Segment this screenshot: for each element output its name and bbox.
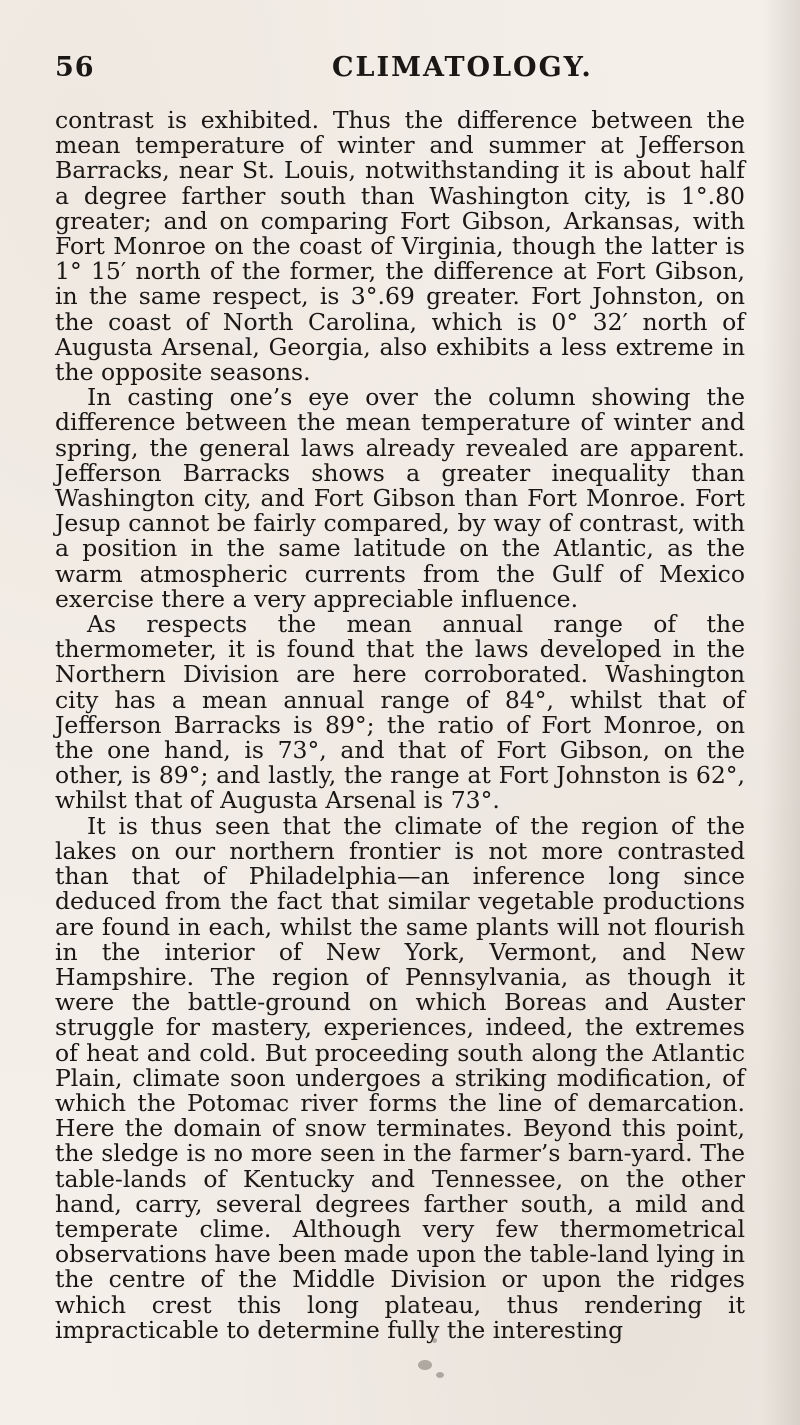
page-number: 56 — [55, 52, 95, 83]
ink-smudge — [436, 1372, 444, 1378]
ink-smudge — [432, 1338, 437, 1343]
page-edge-shadow — [762, 0, 800, 1425]
paragraph-1: contrast is exhibited. Thus the difference between the mean temperature of winter and summer at Jefferson Barracks, near St. Louis, notwithstanding it is about half a degree farther south than Washington city, is 1°.80 greater; and on comparing Fort Gibson, Arkansas, with Fort Monroe on the coast of Virginia, though the latter is 1° 15′ north of the former, the difference at Fort Gibson, in the same respect, is 3°.69 greater. Fort Johnston, on the coast of North Carolina, which is 0° 32′ north of Augusta Arsenal, Georgia, also exhibits a less extreme in the opposite seasons. — [55, 106, 745, 387]
paragraph-2: In casting one’s eye over the column showing the difference between the mean temperature of winter and spring, the general laws already revealed are apparent. Jefferson Barracks shows a greater inequality than Washington city, and Fort Gibson than Fort Monroe. Fort Jesup cannot be fairly compared, by way of contrast, with a position in the same latitude on the Atlantic, as the warm atmospheric currents from the Gulf of Mexico exercise there a very appreciable influence. — [55, 383, 745, 613]
page-header — [55, 48, 745, 92]
running-title: CLIMATOLOGY. — [332, 52, 593, 83]
paragraph-4: It is thus seen that the climate of the region of the lakes on our northern frontier is not more contrasted than that of Philadelphia—an inference long since deduced from the fact that similar vegetable productions are found in each, whilst the same plants will not flourish in the interior of New York, Vermont, and New Hampshire. The region of Pennsylvania, as though it were the battle-ground on which Boreas and Auster struggle for mastery, experiences, indeed, the extremes of heat and cold. But proceeding south along the Atlantic Plain, climate soon undergoes a striking modification, of which the Potomac river forms the line of demarcation. Here the domain of snow terminates. Beyond this point, the sledge is no more seen in the farmer’s barn-yard. The table-lands of Kentucky and Tennessee, on the other hand, carry, several degrees farther south, a mild and temperate clime. Although very few thermometrical observations have been made upon the table-land lying in the centre of the Middle Division or upon the ridges which crest this long plateau, thus rendering it impracticable to determine fully the interesting — [55, 811, 745, 1344]
body-text — [55, 108, 745, 1343]
paragraph-3: As respects the mean annual range of the thermometer, it is found that the laws developed in the Northern Division are here corroborated. Washington city has a mean annual range of 84°, whilst that of Jefferson Barracks is 89°; the ratio of Fort Monroe, on the one hand, is 73°, and that of Fort Gibson, on the other, is 89°; and lastly, the range at Fort Johnston is 62°, whilst that of Augusta Arsenal is 73°. — [55, 610, 745, 815]
ink-smudge — [418, 1360, 432, 1370]
